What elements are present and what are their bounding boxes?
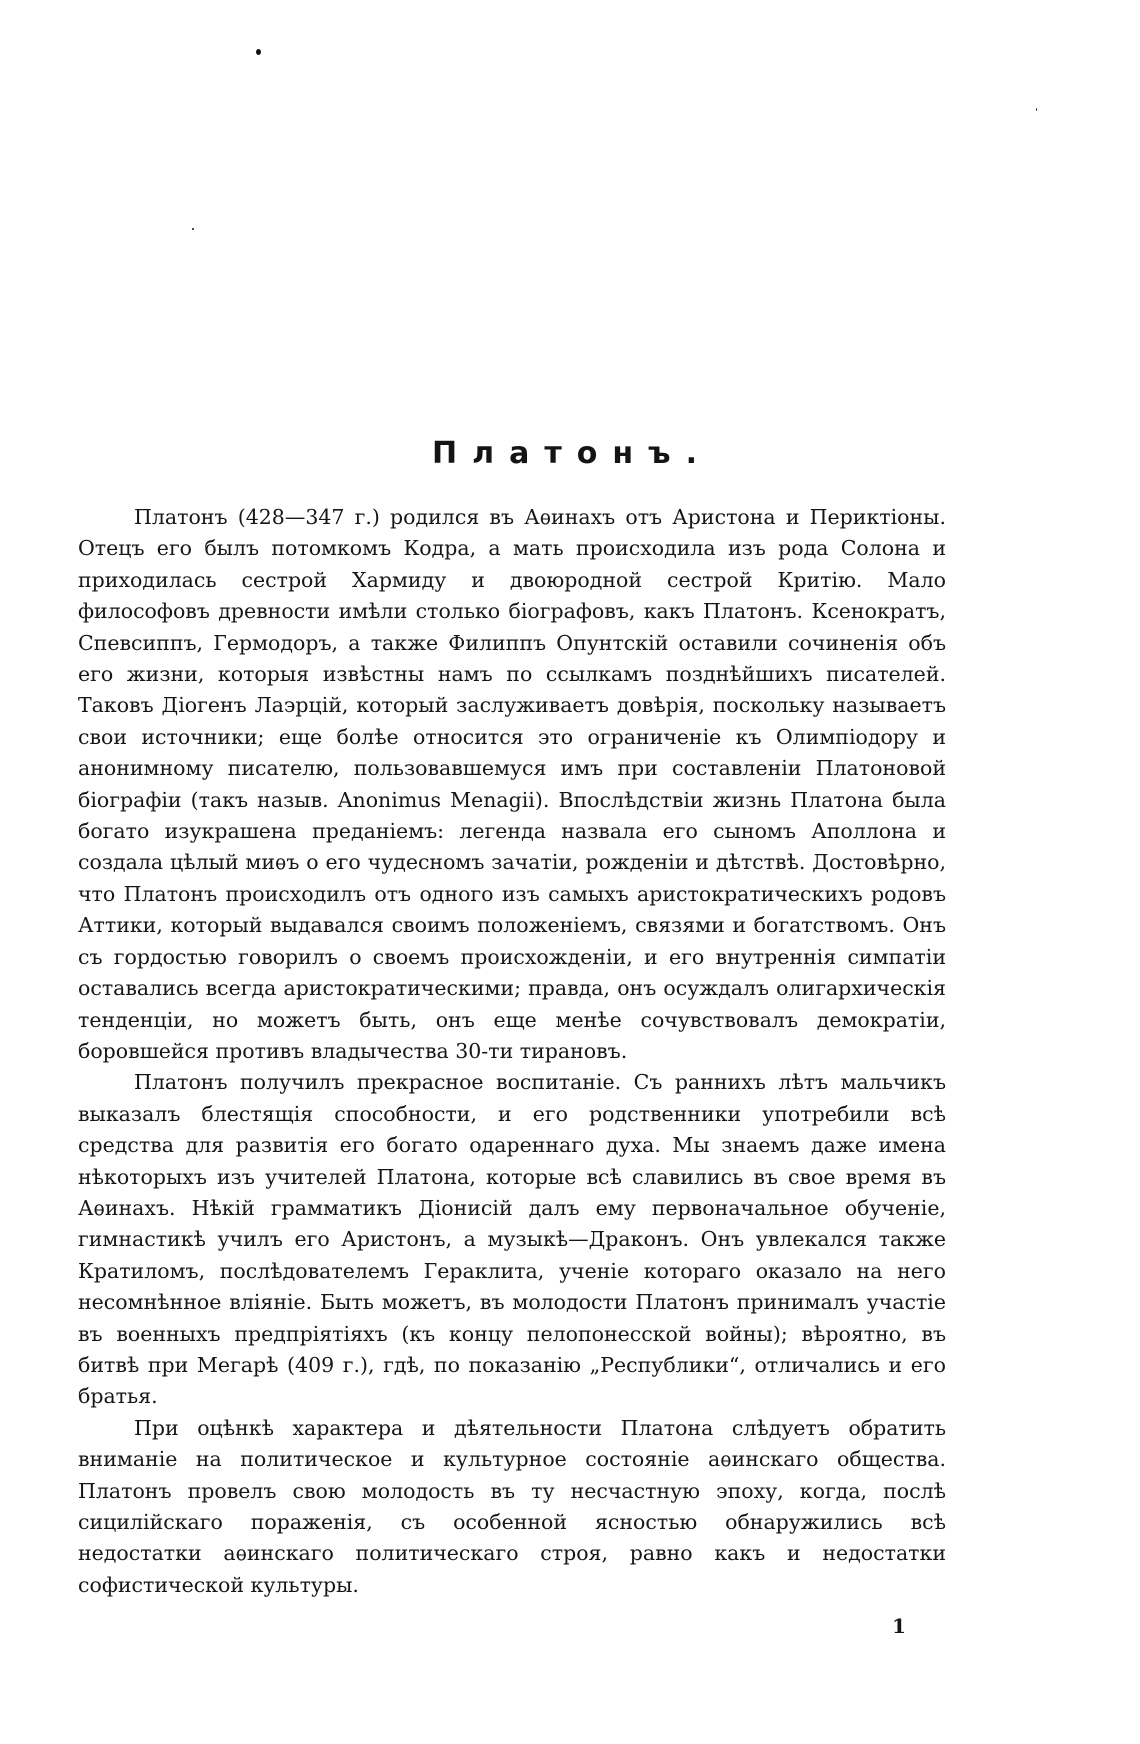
ink-speck: [192, 228, 194, 230]
page-number: 1: [892, 1614, 906, 1638]
page-title: Платонъ.: [432, 436, 712, 471]
paragraph: При оцѣнкѣ характера и дѣятельности Платона слѣдуетъ обратить вниманіе на политическое и культурное состояніе аѳинскаго общества. Платонъ провелъ свою молодость въ ту несчастную эпоху, когда, послѣ сицилійскаго пораженія, съ особенной ясностью обнаружились всѣ недостатки аѳинскаго политическаго строя, равно какъ и недостатки софистической культуры.: [78, 1415, 946, 1597]
paragraph: Платонъ получилъ прекрасное воспитаніе. Съ раннихъ лѣтъ мальчикъ выказалъ блестящія способности, и его родственники употребили всѣ средства для развитія его богато одареннаго духа. Мы знаемъ даже имена нѣкоторыхъ изъ учителей Платона, которые всѣ славились въ свое время въ Аѳинахъ. Нѣкій грамматикъ Діонисій далъ ему первоначальное обученіе, гимнастикѣ училъ его Аристонъ, а музыкѣ—Драконъ. Онъ увлекался также Кратиломъ, послѣдователемъ Гераклита, ученіе котораго оказало на него несомнѣнное вліяніе. Быть можетъ, въ молодости Платонъ принималъ участіе въ военныхъ предпріятіяхъ (къ концу пелопонесской войны); вѣроятно, въ битвѣ при Мегарѣ (409 г.), гдѣ, по показанію „Республики“, отличались и его братья.: [78, 1070, 946, 1409]
paragraph: Платонъ (428—347 г.) родился въ Аѳинахъ отъ Аристона и Периктіоны. Отецъ его былъ потомкомъ Кодра, а мать происходила изъ рода Солона и приходилась сестрой Хармиду и двоюродной сестрой Критію. Мало философовъ древности имѣли столько біографовъ, какъ Платонъ. Ксенократъ, Спевсиппъ, Гермодоръ, а также Филиппъ Опунтскій оставили сочиненія объ его жизни, которыя извѣстны намъ по ссылкамъ позднѣйшихъ писателей. Таковъ Діогенъ Лаэрцій, который заслуживаетъ довѣрія, поскольку называетъ свои источники; еще болѣе относится это ограниченіе къ Олимпіодору и анонимному писателю, пользовавшемуся имъ при составленіи Платоновой біографіи (такъ назыв. Anonimus Menagii). Впослѣдствіи жизнь Платона была богато изукрашена преданіемъ: легенда назвала его сыномъ Аполлона и создала цѣлый миѳъ о его чудесномъ зачатіи, рожденіи и дѣтствѣ. Достовѣрно, что Платонъ происходилъ отъ одного изъ самыхъ аристократическихъ родовъ Аттики, который выдавался своимъ положеніемъ, связями и богатствомъ. Онъ съ гордостью говорилъ о своемъ происхожденіи, и его внутреннія симпатіи оставались всегда аристократическими; правда, онъ осуждалъ олигархическія тенденціи, но можетъ быть, онъ еще менѣе сочувствовалъ демократіи, боровшейся противъ владычества 30-ти тирановъ.: [78, 505, 946, 1063]
ink-speck: [1036, 108, 1037, 111]
ink-speck: [256, 49, 261, 55]
body-text: [78, 502, 946, 1601]
